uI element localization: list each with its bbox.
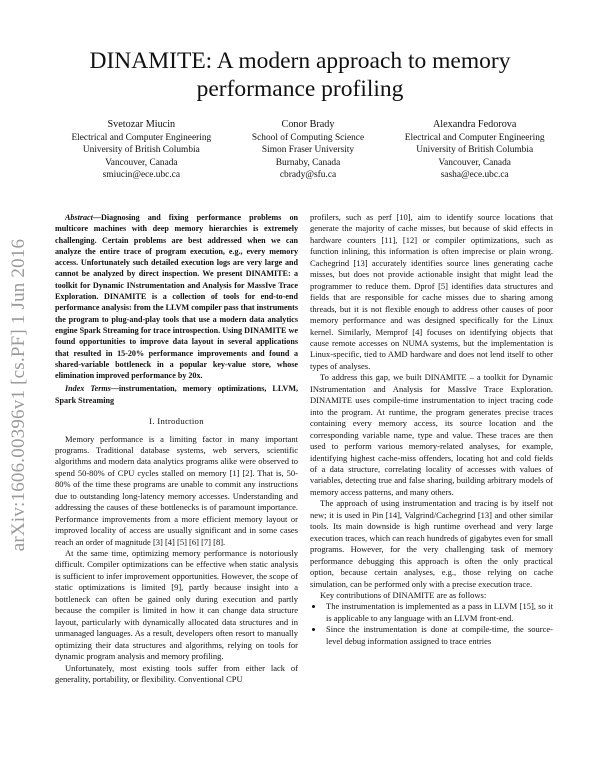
- author-name: Alexandra Fedorova: [432, 119, 517, 130]
- author-city: Burnaby, Canada: [275, 157, 341, 168]
- list-item: • The instrumentation is implemented as a pass in LLVM [15], so it is applicable to any language with an LLVM front-end.: [324, 601, 553, 624]
- list-item: • Since the instrumentation is done at compile-time, the source-level debug information assigned to trace entries: [324, 624, 553, 647]
- body-paragraph: Key contributions of DINAMITE are as follows:: [320, 589, 487, 600]
- author-name: Svetozar Miucin: [107, 119, 176, 130]
- arxiv-identifier: arXiv:1606.00396v1 [cs.PF] 1 Jun 2016: [8, 238, 30, 552]
- index-terms-label: Index Terms: [65, 384, 111, 394]
- author-city: Vancouver, Canada: [438, 157, 511, 168]
- right-column: [310, 212, 553, 647]
- contributions-list: [310, 601, 553, 647]
- author-3: [391, 119, 558, 182]
- author-email: smiucin@ece.ubc.ca: [102, 170, 181, 180]
- arxiv-sidebar: [2, 210, 36, 580]
- author-organization: University of British Columbia: [82, 145, 200, 155]
- author-1: [58, 119, 225, 182]
- body-paragraph: Memory performance is a limiting factor in many important programs. Traditional database systems, web servers, scientific algorithms and modern data analytics programs alike were observed to spend 50-80% of CPU cycles stalled on memory [1] [2]. That is, 50-80% of the time these programs are unable to commit any instructions due to outstanding long-latency memory accesses. Understanding and addressing the causes of these bottlenecks is of paramount importance. Performance improvements from a more efficient memory layout or improved locality of access are usually significant and in some cases reach an order of magnitude [3] [4] [5] [6] [7] [8].: [55, 433, 298, 547]
- author-name: Conor Brady: [281, 119, 335, 130]
- author-organization: Simon Fraser University: [261, 145, 355, 155]
- index-terms: [55, 383, 298, 406]
- author-city: Vancouver, Canada: [105, 157, 178, 168]
- author-block: [58, 119, 558, 182]
- left-column: [55, 212, 298, 685]
- abstract-text: —Diagnosing and fixing performance problems on multicore machines with deep memory hierarchies is extremely challenging. Certain problems are best addressed when we can analyze the entire trace of program execution, e.g., every memory access. Unfortunately such detailed execution logs are very large and cannot be analyzed by direct inspection. We present DINAMITE: a toolkit for Dynamic INstrumentation and Analysis for MassIve Trace Exploration. DINAMITE is a collection of tools for end-to-end performance analysis: from the LLVM compiler pass that instruments the program to plug-and-play tools that use a modern data analytics engine Spark Streaming for trace introspection. Using DINAMITE we found opportunities to improve data layout in several applications that resulted in 15-20% performance improvements and found a shared-variable bottleneck in a popular key-value store, whose elimination improved performance by 20x.: [55, 213, 298, 381]
- body-paragraph: The approach of using instrumentation and tracing is by itself not new; it is used in Pin [14], Valgrind/Cachegrind [13] and other similar tools. Its main downside is high runtime overhead and very large execution traces, which can reach hundreds of gigabytes even for small programs. However, for the very challenging task of memory performance debugging this approach is often the only practical option, because certain analyses, e.g., those relying on cache simulation, can be performed only with a precise execution trace.: [310, 498, 553, 589]
- author-organization: University of British Columbia: [416, 145, 534, 155]
- abstract-label: Abstract: [65, 213, 93, 222]
- body-paragraph: profilers, such as perf [10], aim to identify source locations that generate the majority of cache misses, but because of skid effects in hardware counters [11], [12] or compiler optimizations, such as function inlining, this information is often imprecise or plain wrong. Cachegrind [13] accurately identifies source lines generating cache misses, but does not provide actionable insight that might lead the programmer to reduce them. Dprof [5] identifies data structures and fields that are responsible for cache misses due to sharing among threads, but it is not flexible enough to address other causes of poor memory performance and was designed specifically for the Linux kernel. Similarly, Memprof [4] focuses on identifying objects that cause remote accesses on NUMA systems, but the implementation is Linux-specific, tied to AMD hardware and does not lend itself to other types of analyses.: [310, 212, 553, 371]
- body-paragraph: To address this gap, we built DINAMITE – a toolkit for Dynamic INstrumentation and Analysis for MassIve Trace Exploration. DINAMITE uses compile-time instrumentation to inject tracing code into the program. At runtime, the program generates precise traces containing every memory access, its source location and the corresponding variable name, type and value. These traces are then used to perform various memory-related analyses, for example, identifying highest cache-miss offenders, locating hot and cold fields of a data structure, correlating locality of accesses with values of variables, detecting true and false sharing, building arbitrary models of memory access patterns, and many others.: [310, 372, 553, 497]
- body-paragraph: At the same time, optimizing memory performance is notoriously difficult. Compiler optimizations can be effective when static analysis is sufficient to infer improvement opportunities. However, the scope of static optimizations is limited [9], partly because insight into a bottleneck can often be gained only during execution and partly because the compiler is limited in how it can change data structure layout, particularly with dynamically allocated data structures and in unmanaged languages. As a result, developers often resort to manually optimizing their data structures and algorithms, relying on tools for dynamic program analysis and memory profiling.: [55, 548, 298, 662]
- author-email: cbrady@sfu.ca: [279, 170, 337, 180]
- section-heading-introduction: I. Introduction: [149, 416, 204, 427]
- author-2: [225, 119, 392, 182]
- abstract: [55, 212, 298, 381]
- paper-title: DINAMITE: A modern approach to memory performance profiling: [89, 48, 511, 102]
- author-department: School of Computing Science: [251, 132, 365, 143]
- author-department: Electrical and Computer Engineering: [71, 132, 212, 143]
- author-email: sasha@ece.ubc.ca: [440, 170, 509, 180]
- body-paragraph: Unfortunately, most existing tools suffer from either lack of generality, portability, or flexibility. Conventional CPU: [55, 662, 298, 685]
- index-terms-text: —instrumentation, memory optimizations, LLVM, Spark Streaming: [55, 384, 298, 405]
- author-department: Electrical and Computer Engineering: [404, 132, 545, 143]
